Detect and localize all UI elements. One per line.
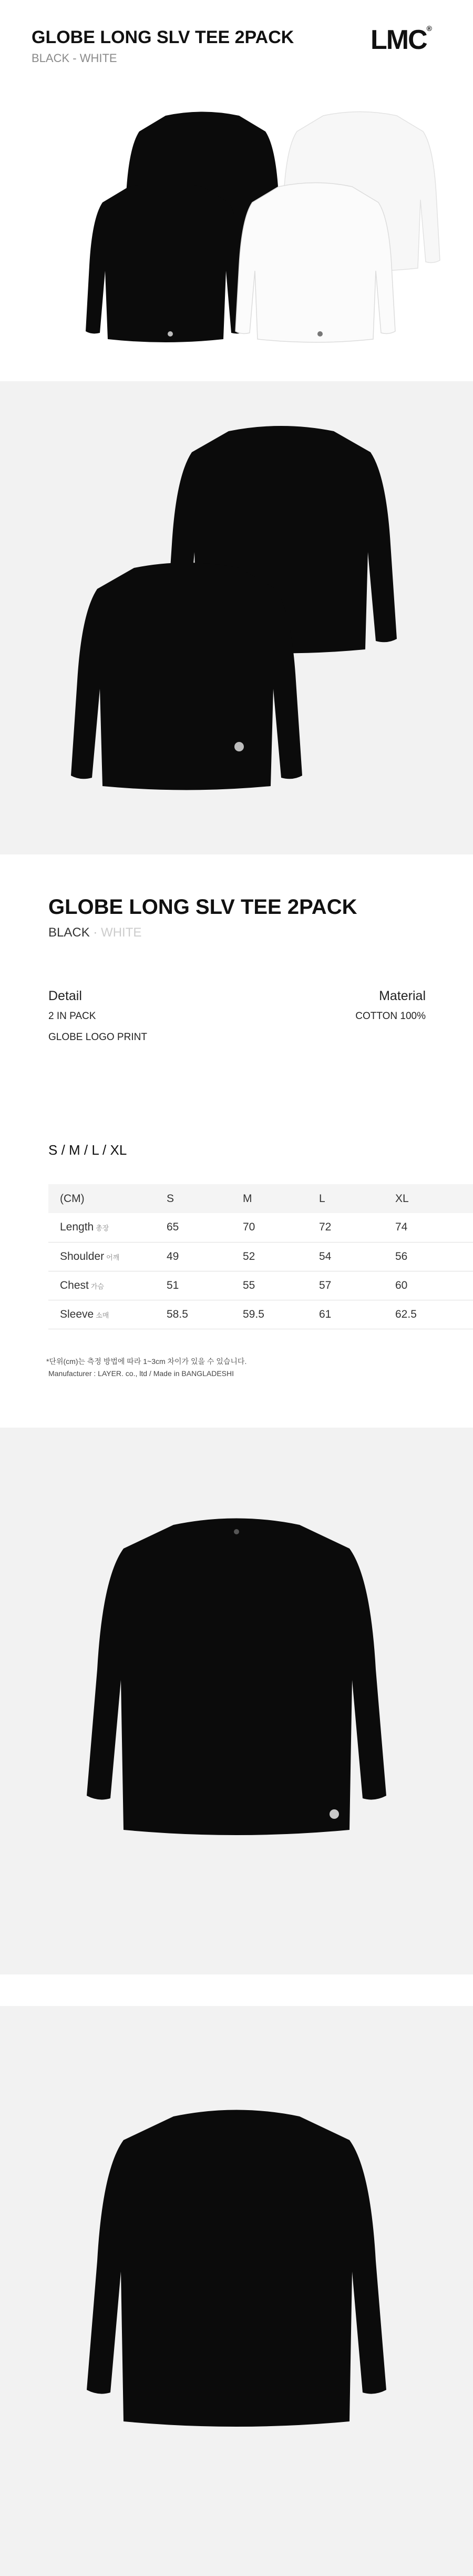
table-cell: 74 — [395, 1213, 473, 1242]
table-cell: 72 — [319, 1213, 395, 1242]
table-cell: 61 — [319, 1300, 395, 1329]
table-cell: 49 — [167, 1242, 243, 1271]
black-shirt-front — [71, 563, 302, 790]
row-label: Length 총장 — [48, 1213, 167, 1242]
col-s: S — [167, 1184, 243, 1213]
col-xl: XL — [395, 1184, 473, 1213]
table-cell: 59.5 — [243, 1300, 319, 1329]
col-l: L — [319, 1184, 395, 1213]
four-shirts-illustration — [0, 89, 473, 363]
hero-product-image — [0, 89, 473, 363]
back-black-shirt-illustration — [0, 2006, 473, 2576]
white-shirt-front — [235, 183, 395, 343]
registered-mark: ® — [426, 24, 431, 33]
table-cell: 57 — [319, 1271, 395, 1300]
black-shirt-front — [86, 183, 245, 343]
detail-label: Detail — [48, 989, 82, 1003]
color-black: BLACK — [48, 925, 90, 940]
table-row — [48, 1300, 473, 1329]
black-shirt-back — [87, 2110, 386, 2427]
detail-line-2: GLOBE LOGO PRINT — [48, 1032, 147, 1043]
neck-label — [234, 1529, 239, 1534]
product-photo-two-black — [0, 381, 473, 854]
table-cell: 70 — [243, 1213, 319, 1242]
color-separator: · — [93, 925, 98, 940]
size-table-header — [48, 1184, 473, 1213]
size-chart — [48, 1184, 473, 1329]
row-label: Chest 가슴 — [48, 1271, 167, 1300]
size-table — [48, 1184, 473, 1329]
table-cell: 55 — [243, 1271, 319, 1300]
unit-header: (CM) — [48, 1184, 167, 1213]
table-cell: 62.5 — [395, 1300, 473, 1329]
table-cell: 58.5 — [167, 1300, 243, 1329]
two-black-shirts-illustration — [0, 381, 473, 854]
globe-logo-print — [168, 331, 173, 337]
globe-logo-print — [234, 742, 244, 751]
table-cell: 65 — [167, 1213, 243, 1242]
brand-logo — [371, 24, 431, 56]
table-row — [48, 1271, 473, 1300]
table-cell: 52 — [243, 1242, 319, 1271]
product-photo-single-black — [0, 1428, 473, 1974]
black-shirt — [87, 1519, 386, 1836]
material-value: COTTON 100% — [355, 1011, 426, 1022]
detail-line-1: 2 IN PACK — [48, 1011, 96, 1022]
product-colors — [48, 925, 141, 940]
row-label: Shoulder 어깨 — [48, 1242, 167, 1271]
manufacturer-note: Manufacturer : LAYER. co., ltd / Made in BANGLADESHI — [48, 1369, 234, 1378]
globe-logo-print — [330, 1809, 339, 1819]
product-title: GLOBE LONG SLV TEE 2PACK — [48, 895, 357, 919]
single-black-shirt-illustration — [0, 1428, 473, 1974]
table-cell: 56 — [395, 1242, 473, 1271]
product-photo-back — [0, 2006, 473, 2576]
color-options: BLACK - WHITE — [32, 52, 117, 65]
color-white: WHITE — [101, 925, 142, 940]
table-cell: 60 — [395, 1271, 473, 1300]
size-note: *단위(cm)는 측정 방법에 따라 1~3cm 차이가 있을 수 있습니다. — [46, 1357, 247, 1366]
table-cell: 54 — [319, 1242, 395, 1271]
row-label: Sleeve 소매 — [48, 1300, 167, 1329]
table-row — [48, 1242, 473, 1271]
table-row — [48, 1213, 473, 1242]
col-m: M — [243, 1184, 319, 1213]
brand-logo-text: LMC — [371, 25, 427, 55]
available-sizes: S / M / L / XL — [48, 1142, 127, 1158]
material-label: Material — [379, 989, 426, 1003]
table-cell: 51 — [167, 1271, 243, 1300]
globe-logo-print — [317, 331, 323, 337]
page-title: GLOBE LONG SLV TEE 2PACK — [32, 27, 294, 47]
